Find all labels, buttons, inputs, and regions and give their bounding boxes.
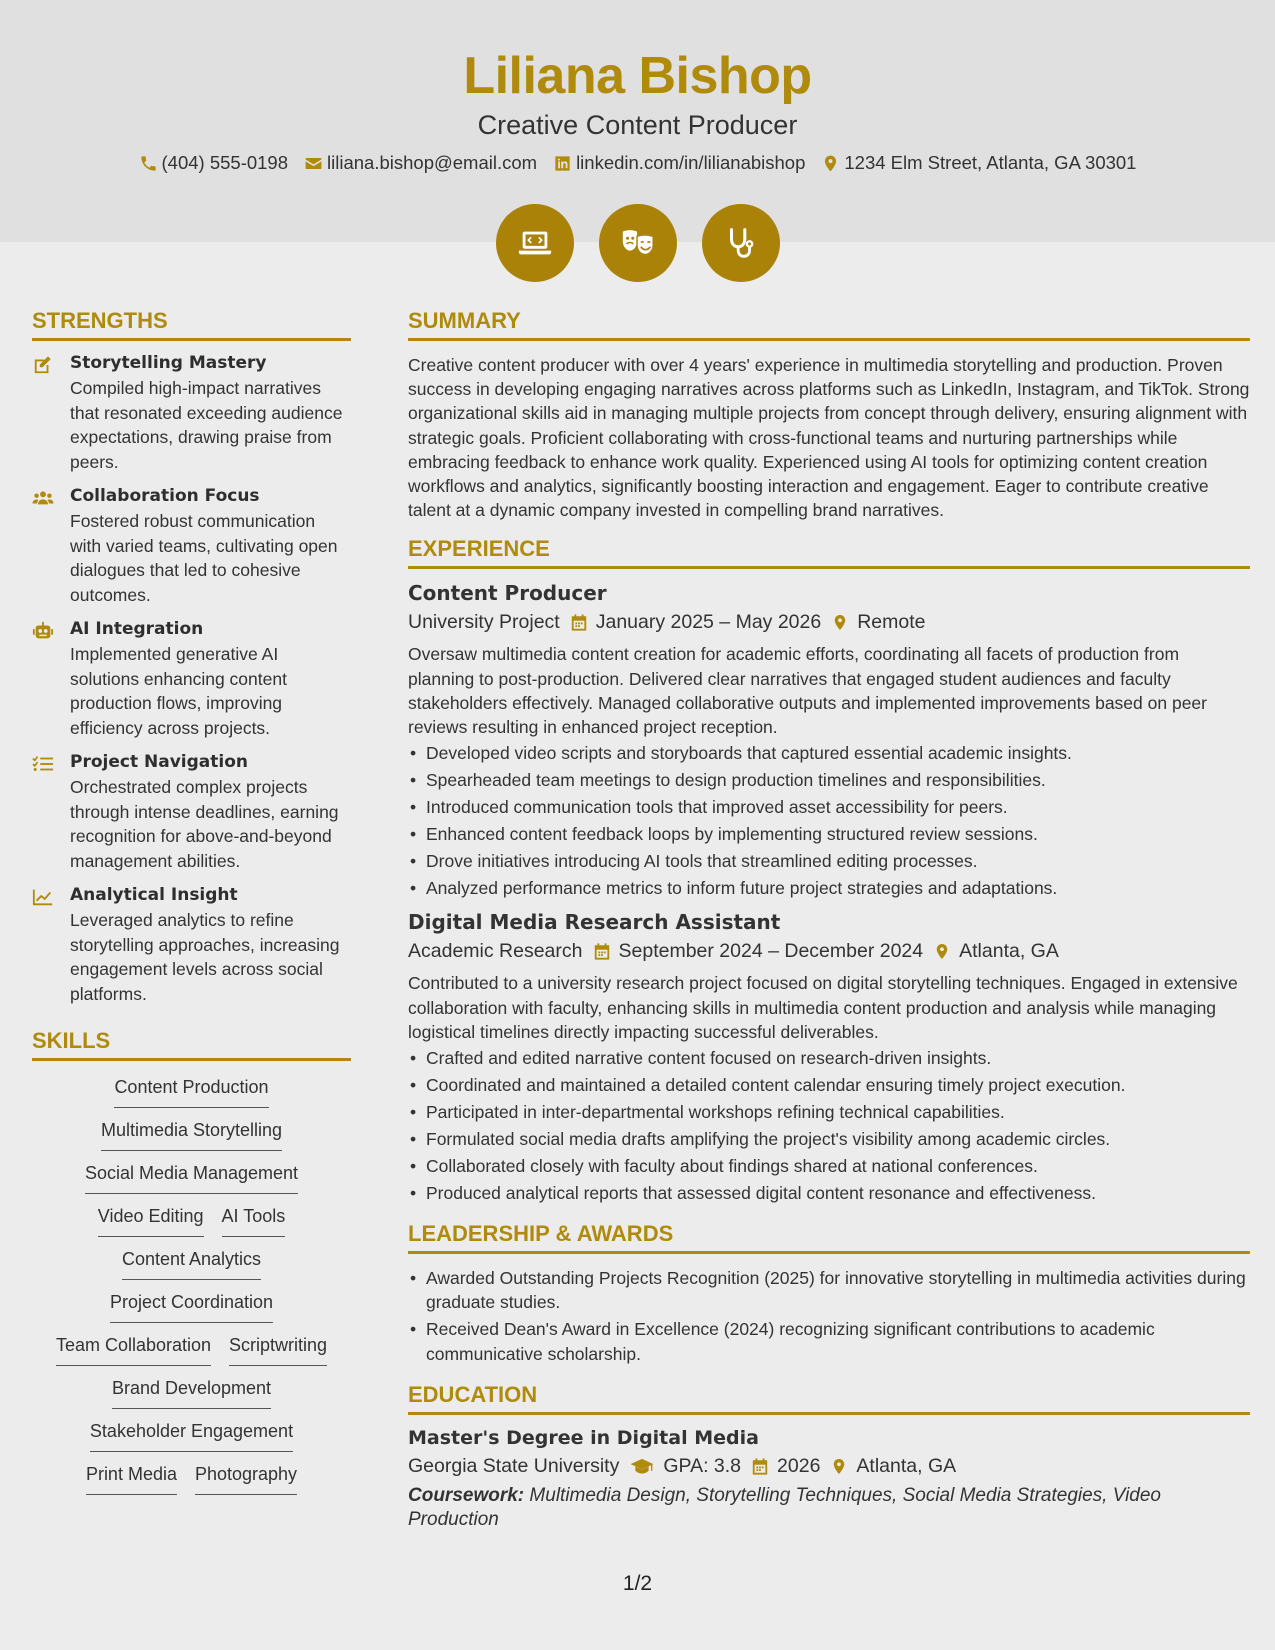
job-org: Academic Research: [408, 940, 583, 963]
calendar-icon: [570, 613, 588, 632]
list-item: • Received Dean's Award in Excellence (2024) recognizing significant contributions to academic communicative scholarship.: [408, 1317, 1250, 1365]
degree-title: Master's Degree in Digital Media: [408, 1426, 759, 1449]
skill-tag: Video Editing: [98, 1206, 204, 1237]
tasks-icon: [32, 754, 54, 774]
chart-line-icon: [32, 887, 54, 907]
skill-tag: Scriptwriting: [229, 1335, 327, 1366]
contact-email[interactable]: liliana.bishop@email.com: [304, 152, 537, 174]
job-org: University Project: [408, 611, 560, 634]
job-dates: January 2025 – May 2026: [595, 611, 822, 634]
envelope-icon: [304, 154, 323, 173]
map-pin-icon: [821, 154, 840, 173]
list-item: • Analyzed performance metrics to inform future project strategies and adaptations.: [408, 876, 1250, 900]
map-pin-icon: [933, 942, 951, 961]
list-item: • Produced analytical reports that assessed digital content resonance and effectiveness.: [408, 1181, 1250, 1205]
robot-icon: [32, 621, 54, 641]
list-item: • Developed video scripts and storyboards that captured essential academic insights.: [408, 741, 1250, 765]
candidate-name: Liliana Bishop: [463, 47, 812, 105]
right-column: [408, 308, 1250, 1532]
strength-item: [32, 353, 351, 474]
skill-tag: Project Coordination: [110, 1292, 273, 1323]
gpa-value: GPA: 3.8: [663, 1454, 742, 1477]
coursework-list: Multimedia Design, Storytelling Techniques, Social Media Strategies, Video Production: [408, 1484, 1161, 1530]
skill-tag: Content Analytics: [122, 1249, 261, 1280]
job-entry: [408, 910, 1250, 1205]
contact-phone[interactable]: (404) 555-0198: [139, 152, 289, 174]
job-meta: [408, 940, 1250, 963]
skill-tag: AI Tools: [222, 1206, 286, 1237]
skills-heading: SKILLS: [32, 1028, 351, 1061]
leadership-heading: LEADERSHIP & AWARDS: [408, 1221, 1250, 1254]
summary-heading: SUMMARY: [408, 308, 1250, 341]
job-entry: [408, 581, 1250, 900]
strength-desc: Fostered robust communication with varied teams, cultivating open dialogues that led to cohesive outcomes.: [70, 511, 338, 605]
list-item: • Formulated social media drafts amplifying the project's visibility among academic circles.: [408, 1127, 1250, 1151]
strength-desc: Compiled high-impact narratives that resonated exceeding audience expectations, drawing praise from peers.: [70, 378, 343, 472]
theater-masks-icon: [619, 224, 657, 262]
contact-linkedin[interactable]: linkedin.com/in/lilianabishop: [553, 152, 805, 174]
job-bullets: [408, 1046, 1250, 1205]
skill-tag: Stakeholder Engagement: [90, 1421, 293, 1452]
skills-list: [32, 1077, 351, 1495]
map-pin-icon: [831, 613, 849, 632]
summary-text: Creative content producer with over 4 years' experience in multimedia storytelling and production. Proven success in developing engaging narratives across platforms such as LinkedIn, Instagram, and TikTok. Strong organizational skills aid in managing multiple projects from concept through delivery, ensuring alignment with strategic goals. Proficient collaborating with cross-functional teams and nurturing partnerships while embracing feedback to enhance work quality. Experienced using AI tools for optimizing content creation workflows and analytics, significantly boosting interaction and engagement. Eager to contribute creative talent at a dynamic company invested in compelling brand narratives.: [408, 355, 1250, 521]
job-bullets: [408, 741, 1250, 900]
list-item: • Drove initiatives introducing AI tools that streamlined editing processes.: [408, 849, 1250, 873]
contact-bar: [0, 152, 1275, 174]
calendar-icon: [751, 1457, 769, 1476]
linkedin-icon: [553, 154, 572, 173]
strength-item: [32, 885, 351, 1006]
job-description: Oversaw multimedia content creation for academic efforts, coordinating all facets of production from planning to post-production. Delivered clear narratives that engaged student audiences and faculty stakeholders effectively. Managed collaborative outputs and implemented improvements based on peer reviews resulting in enhanced project reception.: [408, 644, 1207, 738]
skill-tag: Social Media Management: [85, 1163, 298, 1194]
map-pin-icon: [830, 1457, 848, 1476]
job-meta: [408, 611, 1250, 634]
skill-tag: Print Media: [86, 1464, 177, 1495]
school-location: Atlanta, GA: [856, 1454, 957, 1477]
job-title: Digital Media Research Assistant: [408, 910, 781, 935]
strength-desc: Implemented generative AI solutions enhancing content production flows, improving efficiency across projects.: [70, 644, 287, 738]
list-item: • Participated in inter-departmental workshops refining technical capabilities.: [408, 1100, 1250, 1124]
candidate-title: Creative Content Producer: [477, 110, 798, 140]
list-item: • Collaborated closely with faculty about findings shared at national conferences.: [408, 1154, 1250, 1178]
strength-title: Analytical Insight: [70, 885, 238, 905]
skill-tag: Team Collaboration: [56, 1335, 211, 1366]
job-dates: September 2024 – December 2024: [618, 940, 924, 963]
list-item: • Spearheaded team meetings to design production timelines and responsibilities.: [408, 768, 1250, 792]
stethoscope-icon: [722, 224, 760, 262]
badge-row: [0, 204, 1275, 282]
job-title: Content Producer: [408, 581, 607, 606]
graduation-year: 2026: [777, 1454, 821, 1477]
list-item: • Crafted and edited narrative content focused on research-driven insights.: [408, 1046, 1250, 1070]
strength-title: Collaboration Focus: [70, 486, 260, 506]
list-item: • Awarded Outstanding Projects Recognition (2025) for innovative storytelling in multimedia activities during graduate studies.: [408, 1266, 1250, 1314]
strength-item: [32, 486, 351, 607]
badge-stethoscope: [702, 204, 780, 282]
skill-tag: Multimedia Storytelling: [101, 1120, 282, 1151]
strength-title: Storytelling Mastery: [70, 353, 267, 373]
leadership-bullets: [408, 1266, 1250, 1366]
phone-icon: [139, 154, 158, 173]
job-location: Remote: [857, 611, 926, 634]
strength-title: AI Integration: [70, 619, 204, 639]
job-description: Contributed to a university research project focused on digital storytelling techniques. Engaged in extensive collaboration with faculty, enhancing skills in multimedia content production and analysis while managing logistical timelines directly impacting successful deliverables.: [408, 973, 1238, 1042]
coursework: [408, 1484, 1250, 1532]
coursework-label: Coursework:: [408, 1484, 525, 1506]
edit-icon: [32, 355, 54, 375]
skill-tag: Content Production: [114, 1077, 268, 1108]
list-item: • Introduced communication tools that improved asset accessibility for peers.: [408, 795, 1250, 819]
job-location: Atlanta, GA: [959, 940, 1059, 963]
strength-desc: Orchestrated complex projects through intense deadlines, earning recognition for above-and-beyond management abilities.: [70, 777, 339, 871]
strength-title: Project Navigation: [70, 752, 248, 772]
strength-item: [32, 752, 351, 873]
laptop-code-icon: [516, 224, 554, 262]
list-item: • Enhanced content feedback loops by implementing structured review sessions.: [408, 822, 1250, 846]
school-name: Georgia State University: [408, 1454, 620, 1477]
skill-tag: Brand Development: [112, 1378, 271, 1409]
skill-tag: Photography: [195, 1464, 297, 1495]
experience-heading: EXPERIENCE: [408, 536, 1250, 569]
page-number: 1/2: [622, 1572, 653, 1595]
calendar-icon: [593, 942, 611, 961]
badge-masks: [599, 204, 677, 282]
education-meta: [408, 1455, 1250, 1478]
graduation-cap-icon: [629, 1457, 655, 1476]
list-item: • Coordinated and maintained a detailed content calendar ensuring timely project execution.: [408, 1073, 1250, 1097]
left-column: [32, 308, 351, 1495]
strength-desc: Leveraged analytics to refine storytelling approaches, increasing engagement levels across social platforms.: [70, 910, 340, 1004]
badge-laptop: [496, 204, 574, 282]
education-heading: EDUCATION: [408, 1382, 1250, 1415]
contact-address: 1234 Elm Street, Atlanta, GA 30301: [821, 152, 1136, 174]
users-icon: [32, 488, 54, 508]
strengths-heading: STRENGTHS: [32, 308, 351, 341]
strength-item: [32, 619, 351, 740]
